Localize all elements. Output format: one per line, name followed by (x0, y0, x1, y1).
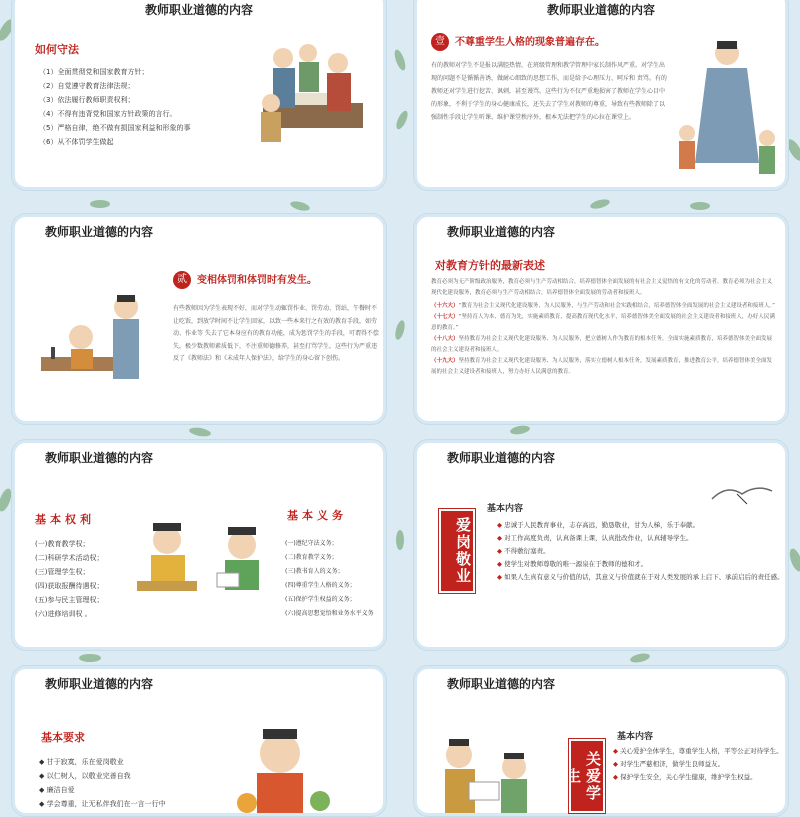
list-item: (三)教书育人的义务； (285, 568, 344, 575)
list-item: （4）不得有违背党和国家方针政策的言行。 (39, 110, 177, 118)
slide-how-to-obey-law (12, 0, 386, 190)
list-item: ◆ 关心爱护全体学生，尊重学生人格，平等公正对待学生。 (613, 747, 783, 755)
slide-title: 教师职业道德的内容 (447, 677, 556, 691)
policy-item (431, 356, 777, 378)
item-text: 如果人生真有意义与价值的话，其意义与价值就在于对人类发展的承上启下、承前启后的责任感。 (504, 573, 784, 581)
congress-tag: （十六大） (431, 303, 459, 309)
congress-tag: （十八大） (431, 336, 459, 342)
list-item: (四)获取报酬待遇权； (35, 582, 104, 590)
section-heading: 如何守法 (35, 43, 79, 56)
list-item: (一)教育教学权； (35, 540, 90, 548)
list-item: （3）依法履行教师职责权利； (39, 96, 135, 104)
item-text: 对学生严慈相济，做学生良师益友。 (620, 760, 725, 768)
slide-care-students (414, 666, 788, 816)
item-text: 使学生对教师尊敬的唯一源泉在于教师的德和才。 (504, 560, 648, 568)
list-item: (五)参与民主管理权； (35, 596, 104, 604)
congress-tag: （十九大） (431, 358, 459, 364)
list-item: （5）严格自律，绝不做有损国家利益和形象的事 (39, 124, 191, 132)
body-text: 有的教师对学生不是报以满腔热情，在班级管理和教学管理中家长制作风严重。对学生出现的问题不是循循善诱，做耐心细致的思想工作，而是给予心理压力、呵斥和 责骂。有的教师还对学生进行挖苦、讽刺，甚至谩骂。这些行为不仅严重地损害了教师在学生心目中的形象，不利于学生的身心健康成长，还失去了学生对教师的尊重，导致有些教师除了以强制性手段让学生听课、维护课堂秩序外，根本无法把学生的心拉在课堂上。 (431, 62, 667, 121)
item-text: 甘于寂寞，乐在爱岗敬业 (46, 758, 124, 766)
list-item: (一)遵纪守法义务； (285, 540, 338, 547)
slide-title: 教师职业道德的内容 (45, 677, 154, 691)
slide-education-policy (414, 214, 788, 424)
item-text: 对工作高度负责，认真备课上课，认真批改作业，认真辅导学生。 (504, 534, 693, 542)
list-item: （6）从不体罚学生做起 (39, 138, 114, 146)
list-item: ◆ 使学生对教师尊敬的唯一源泉在于教师的德和才。 (497, 560, 648, 568)
policy-list (431, 301, 777, 378)
item-text: 学会尊重，让无私伴我们在一言一行中 (46, 800, 166, 808)
teacher-with-children-illustration (667, 23, 787, 183)
reading-children-illustration (127, 515, 287, 605)
item-text: 廉洁自爱 (46, 786, 75, 794)
slide-basic-requirements (12, 666, 386, 816)
number-badge: 壹 (431, 33, 449, 51)
list-item: （1）全面贯彻党和国家教育方针； (39, 68, 149, 76)
slide-title: 教师职业道德的内容 (45, 225, 154, 239)
slide-title: 教师职业道德的内容 (45, 451, 154, 465)
content-list (497, 519, 787, 584)
list-item: (六)进修培训权 。 (35, 610, 92, 618)
section-heading: 基本内容 (487, 504, 524, 514)
rights-heading: 基本权利 (35, 513, 95, 526)
list-item: ◆ 如果人生真有意义与价值的话，其意义与价值就在于对人类发展的承上启下、承前启后的责任感。 (497, 573, 784, 581)
number-badge: 贰 (173, 271, 191, 289)
list-item: (二)科研学术活动权； (35, 554, 104, 562)
list-item: ◆ 甘于寂寞，乐在爱岗敬业 (39, 758, 124, 766)
duties-heading: 基本义务 (287, 509, 347, 522)
item-text: 关心爱护全体学生，尊重学生人格，平等公正对待学生。 (620, 747, 783, 755)
child-with-gifts-illustration (225, 713, 345, 813)
care-students-tag: 关爱学生 (569, 739, 605, 813)
policy-item (431, 301, 777, 312)
policy-text: “坚持育人为本、德育为先，实施素质教育，提高教育现代化水平，培养德智体美全面发展的社会主义建设者和接班人，办好人民满意的教育。” (431, 314, 775, 331)
law-list (39, 65, 259, 149)
list-item: ◆ 不得敷衍塞责。 (497, 547, 550, 555)
list-item: ◆ 廉洁自爱 (39, 786, 75, 794)
policy-text: “教育为社会主义现代化建设服务，为人民服务，与生产劳动和社会实践相结合，培养德智体全面发展的社会主义建设者和接班人。” (458, 303, 775, 309)
list-item: ◆ 对工作高度负责，认真备课上课，认真批改作业，认真辅导学生。 (497, 534, 693, 542)
slide-disrespect (414, 0, 788, 190)
policy-item (431, 334, 777, 356)
slide-title: 教师职业道德的内容 (546, 3, 655, 17)
policy-intro: 教育必须为无产阶级政治服务，教育必须与生产劳动相结合，培养德智体全面发展的有社会主义觉悟的有文化的劳动者。教育必须为社会主义现代化建设服务，教育必须与生产劳动相结合，培养德智体全面发展的劳动者和接班人。 (431, 279, 773, 296)
item-text: 不得敷衍塞责。 (504, 547, 550, 555)
list-item: ◆ 忠诚于人民教育事业，志存高远，勤恳敬业，甘为人梯，乐于奉献。 (497, 521, 700, 529)
list-item: ◆ 对学生严慈相济，做学生良师益友。 (613, 760, 725, 768)
list-item: ◆ 学会尊重，让无私伴我们在一言一行中 (39, 800, 166, 808)
list-item: (四)尊重学生人格的义务； (285, 582, 356, 589)
list-item: ◆ 保护学生安全，关心学生健康，维护学生权益。 (613, 773, 757, 781)
slide-rights-duties (12, 440, 386, 650)
slide-corporal-punishment (12, 214, 386, 424)
body-text: 有些教师因为学生表现不好，而对学生动辄罚作业、罚劳动、罚站，午餐时不让吃饭，到放学时间不让学生回家，以致一些本来行之有效的教育手段，如劳动、作业等 失去了它本身应有的教育功能，成为惩罚学生的手段，可谓得不偿失。极少数教师素质低下，不注重师德修养，甚至打骂学生。这些行为严重违反了《教师法》和《未成年人保护法》，给学生的身心留下创伤。 (173, 305, 379, 362)
slide-title: 教师职业道德的内容 (447, 225, 556, 239)
policy-item (431, 312, 777, 334)
content-list (613, 745, 783, 784)
list-item: ◆ 以仁树人，以敬业完善自我 (39, 772, 131, 780)
crane-bird-icon (707, 479, 777, 509)
list-item: (五)保护学生权益的义务； (285, 596, 356, 603)
list-item: （2）自觉遵守教育法律法规； (39, 82, 135, 90)
slide-love-job (414, 440, 788, 650)
teacher-student-reading-illustration (429, 727, 549, 817)
item-text: 保护学生安全，关心学生健康，维护学生权益。 (620, 773, 757, 781)
policy-text: 坚持教育为社会主义现代化建设服务、为人民服务，把立德树人作为教育的根本任务，全面实施素质教育，培养德智体美全面发展的社会主义建设者和接班人。 (431, 336, 773, 353)
item-text: 忠诚于人民教育事业，志存高远，勤恳敬业，甘为人梯，乐于奉献。 (504, 521, 700, 529)
section-heading-row (173, 271, 317, 289)
policy-text: 坚持教育为社会主义现代化建设服务、为人民服务，落实立德树人根本任务，发展素质教育，推进教育公平，培养德智体美全面发展的社会主义建设者和接班人，努力办好人民满意的教育。 (431, 358, 773, 375)
ancient-scholars-illustration (243, 33, 383, 153)
duties-list (285, 537, 374, 621)
congress-tag: （十七大） (431, 314, 459, 320)
teacher-and-student-illustration (31, 277, 161, 397)
list-item: (六)提高思想觉悟和业务水平义务 (285, 610, 374, 617)
slide-title: 教师职业道德的内容 (144, 3, 253, 17)
item-text: 以仁树人，以敬业完善自我 (46, 772, 131, 780)
list-item: (二)教育教学义务； (285, 554, 338, 561)
section-heading-row (431, 33, 605, 51)
section-heading: 对教育方针的最新表述 (435, 259, 545, 272)
section-heading: 变相体罚和体罚时有发生。 (197, 275, 317, 286)
section-heading: 不尊重学生人格的现象普遍存在。 (455, 37, 605, 48)
slide-title: 教师职业道德的内容 (447, 451, 556, 465)
section-heading: 基本要求 (41, 731, 85, 744)
list-item: (三)管理学生权； (35, 568, 90, 576)
rights-list (35, 537, 103, 621)
section-heading: 基本内容 (617, 732, 654, 742)
love-job-tag: 爱岗敬业 (439, 509, 475, 593)
